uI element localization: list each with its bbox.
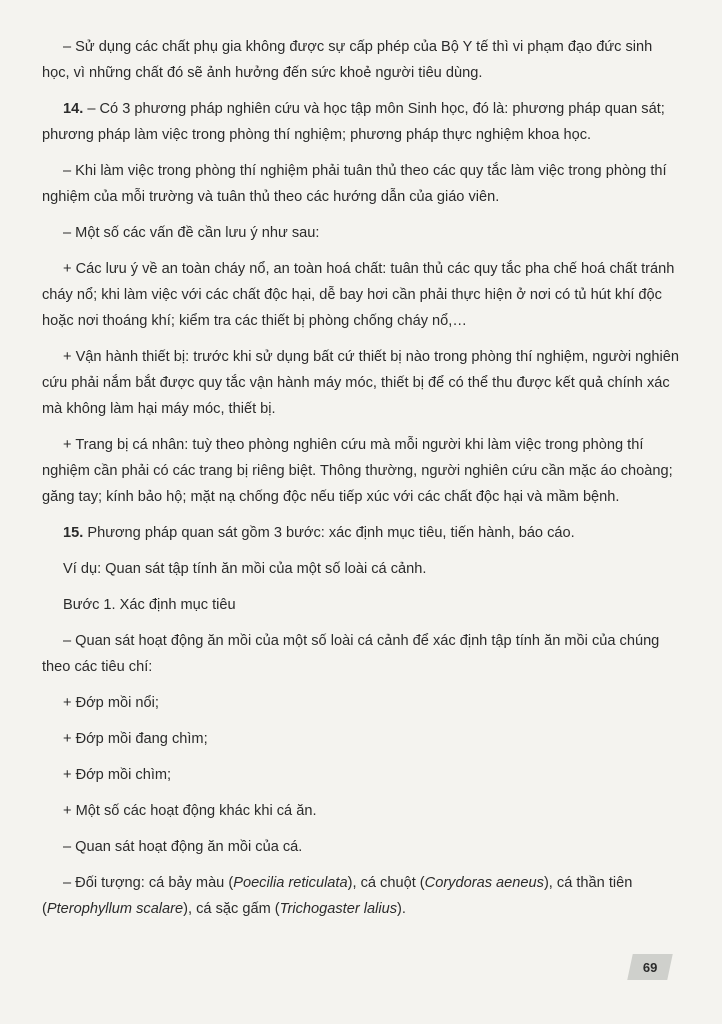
paragraph-example: Ví dụ: Quan sát tập tính ăn mồi của một số loài cá cảnh. [63, 561, 427, 577]
question-number-14: 14. [63, 101, 84, 117]
subjects-text-5: ). [397, 901, 406, 917]
criterion-floating: + Đớp mồi nổi; [63, 695, 159, 711]
answer-15-text: Phương pháp quan sát gồm 3 bước: xác định mục tiêu, tiến hành, báo cáo. [83, 525, 575, 541]
subjects-text-1: – Đối tượng: cá bảy màu ( [63, 875, 234, 891]
criterion-sinking: + Đớp mồi đang chìm; [63, 731, 208, 747]
answer-14-text: – Có 3 phương pháp nghiên cứu và học tập môn Sinh học, đó là: phương pháp quan sát; phương pháp làm việc trong phòng thí nghiệm; phương pháp thực nghiệm khoa học. [42, 101, 665, 143]
criterion-sunk: + Đớp mồi chìm; [63, 767, 172, 783]
subjects-text-3: ), cá thần tiên ( [42, 875, 633, 917]
paragraph-observe-goal: – Quan sát hoạt động ăn mồi của một số loài cá cảnh để xác định tập tính ăn mồi của chúng theo các tiêu chí: [42, 633, 660, 675]
page-number-badge [627, 954, 673, 980]
species-poecilia: Poecilia reticulata [233, 875, 348, 891]
criterion-other: + Một số các hoạt động khác khi cá ăn. [63, 803, 317, 819]
paragraph-fire-chemical-safety: + Các lưu ý về an toàn cháy nổ, an toàn hoá chất: tuân thủ các quy tắc pha chế hoá chất tránh cháy nổ; khi làm việc với các chất độc hại, dễ bay hơi cần phải thực hiện ở nơi có tủ hút khí độc hoặc nơi thoáng khí; kiểm tra các thiết bị phòng chống cháy nổ,… [42, 261, 675, 329]
paragraph-notes-intro: – Một số các vấn đề cần lưu ý như sau: [63, 225, 320, 241]
paragraph-answer-14 [42, 96, 682, 148]
page-number: 69 [642, 959, 658, 975]
page-content [42, 34, 682, 932]
paragraph-subjects [42, 870, 682, 922]
paragraph-additives: – Sử dụng các chất phụ gia không được sự cấp phép của Bộ Y tế thì vi phạm đạo đức sinh học, vì những chất đó sẽ ảnh hưởng đến sức khoẻ người tiêu dùng. [42, 39, 653, 81]
question-number-15: 15. [63, 525, 84, 541]
subjects-text-2: ), cá chuột ( [347, 875, 425, 891]
paragraph-personal-equipment: + Trang bị cá nhân: tuỳ theo phòng nghiên cứu mà mỗi người khi làm việc trong phòng thí nghiệm cần phải có các trang bị riêng biệt. Thông thường, người nghiên cứu cần mặc áo choàng; găng tay; kính bảo hộ; mặt nạ chống độc nếu tiếp xúc với các chất độc hại và mầm bệnh. [42, 437, 673, 505]
subjects-text-4: ), cá sặc gấm ( [183, 901, 280, 917]
paragraph-step-1: Bước 1. Xác định mục tiêu [63, 597, 236, 613]
paragraph-observe-feeding: – Quan sát hoạt động ăn mồi của cá. [63, 839, 303, 855]
paragraph-lab-rules: – Khi làm việc trong phòng thí nghiệm phải tuân thủ theo các quy tắc làm việc trong phòng thí nghiệm của mỗi trường và tuân thủ theo các hướng dẫn của giáo viên. [42, 163, 667, 205]
paragraph-equipment-operation: + Vận hành thiết bị: trước khi sử dụng bất cứ thiết bị nào trong phòng thí nghiệm, người nghiên cứu phải nắm bắt được quy tắc vận hành máy móc, thiết bị để có thể thu được kết quả chính xác mà không làm hại máy móc, thiết bị. [42, 349, 680, 417]
species-pterophyllum: Pterophyllum scalare [46, 901, 184, 917]
paragraph-answer-15 [42, 520, 682, 546]
species-trichogaster: Trichogaster lalius [279, 901, 398, 917]
species-corydoras: Corydoras aeneus [424, 875, 544, 891]
